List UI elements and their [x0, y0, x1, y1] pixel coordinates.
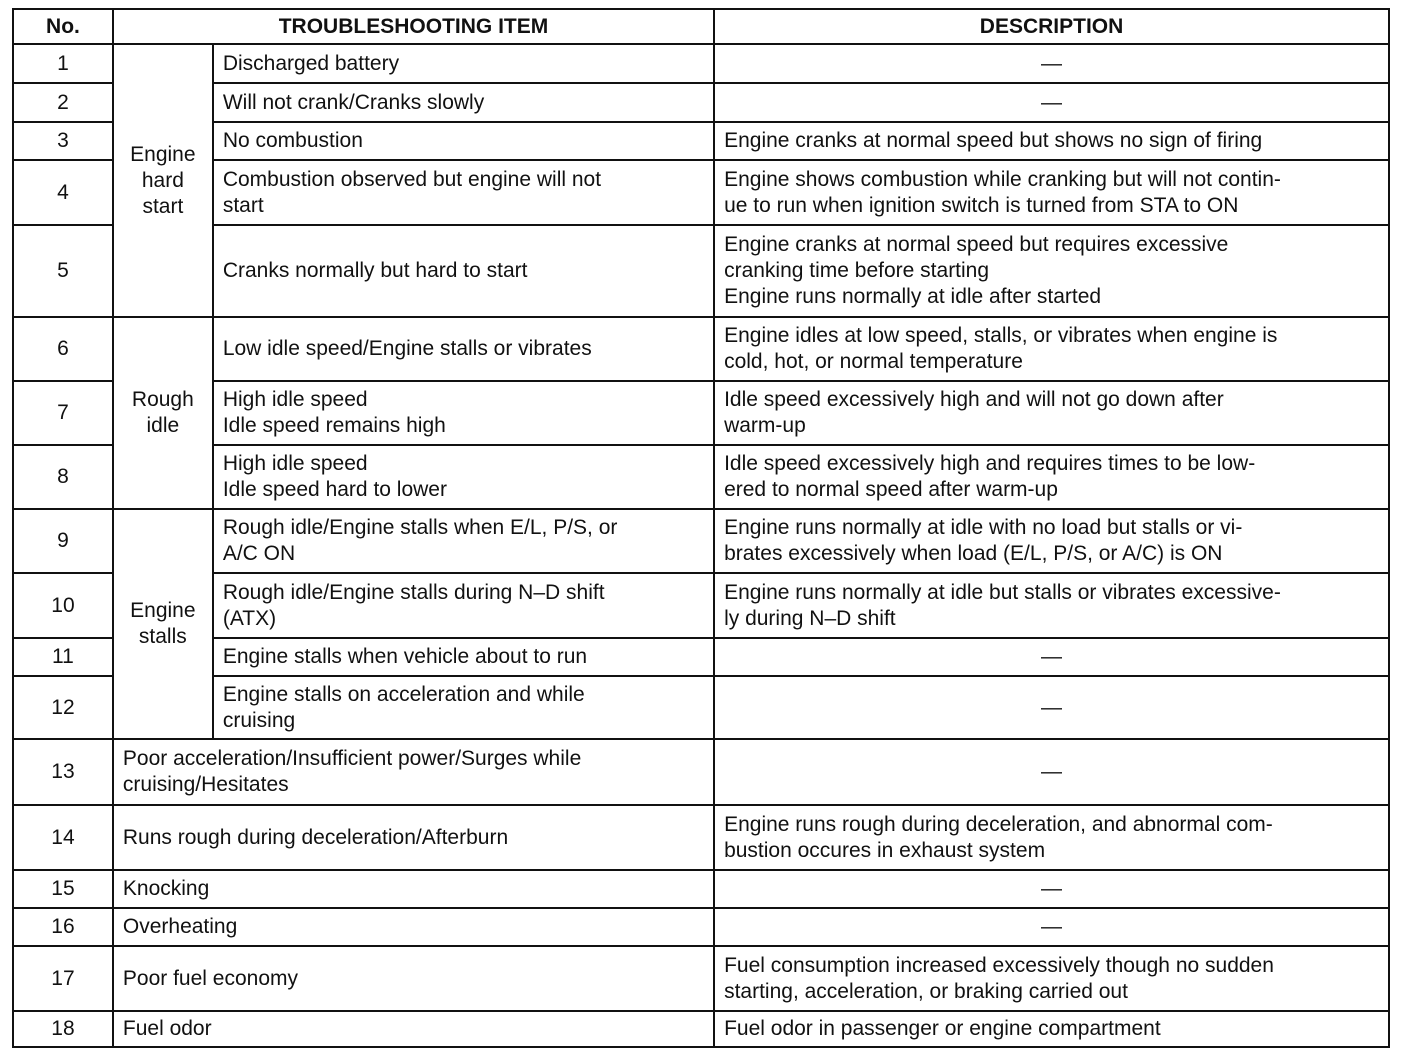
row-number: 7 [13, 381, 113, 445]
row-number: 1 [13, 44, 113, 83]
item-text: Combustion observed but engine will not start [213, 160, 714, 225]
category-engine-stalls: Engine stalls [113, 509, 213, 739]
description-text: Engine cranks at normal speed but requires excessive cranking time before starting Engine runs normally at idle after started [714, 225, 1389, 317]
item-text: Runs rough during deceleration/Afterburn [113, 805, 714, 870]
description-text: — [714, 83, 1389, 122]
table-row [13, 638, 1389, 676]
table-row [13, 381, 1389, 445]
item-text: Poor acceleration/Insufficient power/Surges while cruising/Hesitates [113, 739, 714, 805]
table-row [13, 739, 1389, 805]
table-row [13, 445, 1389, 509]
table-row [13, 509, 1389, 573]
row-number: 9 [13, 509, 113, 573]
item-text: Cranks normally but hard to start [213, 225, 714, 317]
description-text: — [714, 870, 1389, 908]
row-number: 10 [13, 573, 113, 638]
row-number: 17 [13, 946, 113, 1011]
description-text: Idle speed excessively high and will not go down after warm-up [714, 381, 1389, 445]
item-text: Discharged battery [213, 44, 714, 83]
description-text: Idle speed excessively high and requires times to be low- ered to normal speed after warm-up [714, 445, 1389, 509]
category-engine-hard-start: Engine hard start [113, 44, 213, 317]
row-number: 18 [13, 1011, 113, 1047]
category-rough-idle: Rough idle [113, 317, 213, 509]
header-no: No. [13, 9, 113, 44]
description-text: Fuel odor in passenger or engine compartment [714, 1011, 1389, 1047]
item-text: Poor fuel economy [113, 946, 714, 1011]
item-text: High idle speed Idle speed remains high [213, 381, 714, 445]
table-row [13, 83, 1389, 122]
table-row [13, 1011, 1389, 1047]
item-text: Overheating [113, 908, 714, 946]
row-number: 11 [13, 638, 113, 676]
row-number: 14 [13, 805, 113, 870]
row-number: 8 [13, 445, 113, 509]
table-row [13, 676, 1389, 739]
header-description: DESCRIPTION [714, 9, 1389, 44]
description-text: Engine runs normally at idle but stalls or vibrates excessive- ly during N–D shift [714, 573, 1389, 638]
table-row [13, 870, 1389, 908]
item-text: Rough idle/Engine stalls during N–D shift (ATX) [213, 573, 714, 638]
item-text: Fuel odor [113, 1011, 714, 1047]
row-number: 12 [13, 676, 113, 739]
item-text: High idle speed Idle speed hard to lower [213, 445, 714, 509]
item-text: No combustion [213, 122, 714, 160]
row-number: 3 [13, 122, 113, 160]
header-row [13, 9, 1389, 44]
item-text: Engine stalls on acceleration and while cruising [213, 676, 714, 739]
description-text: — [714, 676, 1389, 739]
description-text: — [714, 44, 1389, 83]
row-number: 5 [13, 225, 113, 317]
header-item: TROUBLESHOOTING ITEM [113, 9, 714, 44]
table-row [13, 805, 1389, 870]
table-row [13, 946, 1389, 1011]
item-text: Rough idle/Engine stalls when E/L, P/S, or A/C ON [213, 509, 714, 573]
description-text: Engine idles at low speed, stalls, or vibrates when engine is cold, hot, or normal temperature [714, 317, 1389, 381]
row-number: 16 [13, 908, 113, 946]
item-text: Will not crank/Cranks slowly [213, 83, 714, 122]
description-text: Engine cranks at normal speed but shows no sign of firing [714, 122, 1389, 160]
row-number: 15 [13, 870, 113, 908]
row-number: 2 [13, 83, 113, 122]
table-row [13, 573, 1389, 638]
item-text: Knocking [113, 870, 714, 908]
description-text: Fuel consumption increased excessively though no sudden starting, acceleration, or braking carried out [714, 946, 1389, 1011]
description-text: Engine runs normally at idle with no load but stalls or vi- brates excessively when load (E/L, P/S, or A/C) is ON [714, 509, 1389, 573]
table-row [13, 44, 1389, 83]
row-number: 13 [13, 739, 113, 805]
description-text: Engine shows combustion while cranking but will not contin- ue to run when ignition switch is turned from STA to ON [714, 160, 1389, 225]
description-text: — [714, 908, 1389, 946]
table-row [13, 225, 1389, 317]
table-row [13, 160, 1389, 225]
table-row [13, 317, 1389, 381]
troubleshooting-table [12, 8, 1390, 1048]
item-text: Low idle speed/Engine stalls or vibrates [213, 317, 714, 381]
table-row [13, 122, 1389, 160]
row-number: 6 [13, 317, 113, 381]
table-row [13, 908, 1389, 946]
row-number: 4 [13, 160, 113, 225]
item-text: Engine stalls when vehicle about to run [213, 638, 714, 676]
description-text: — [714, 638, 1389, 676]
description-text: — [714, 739, 1389, 805]
description-text: Engine runs rough during deceleration, and abnormal com- bustion occures in exhaust system [714, 805, 1389, 870]
